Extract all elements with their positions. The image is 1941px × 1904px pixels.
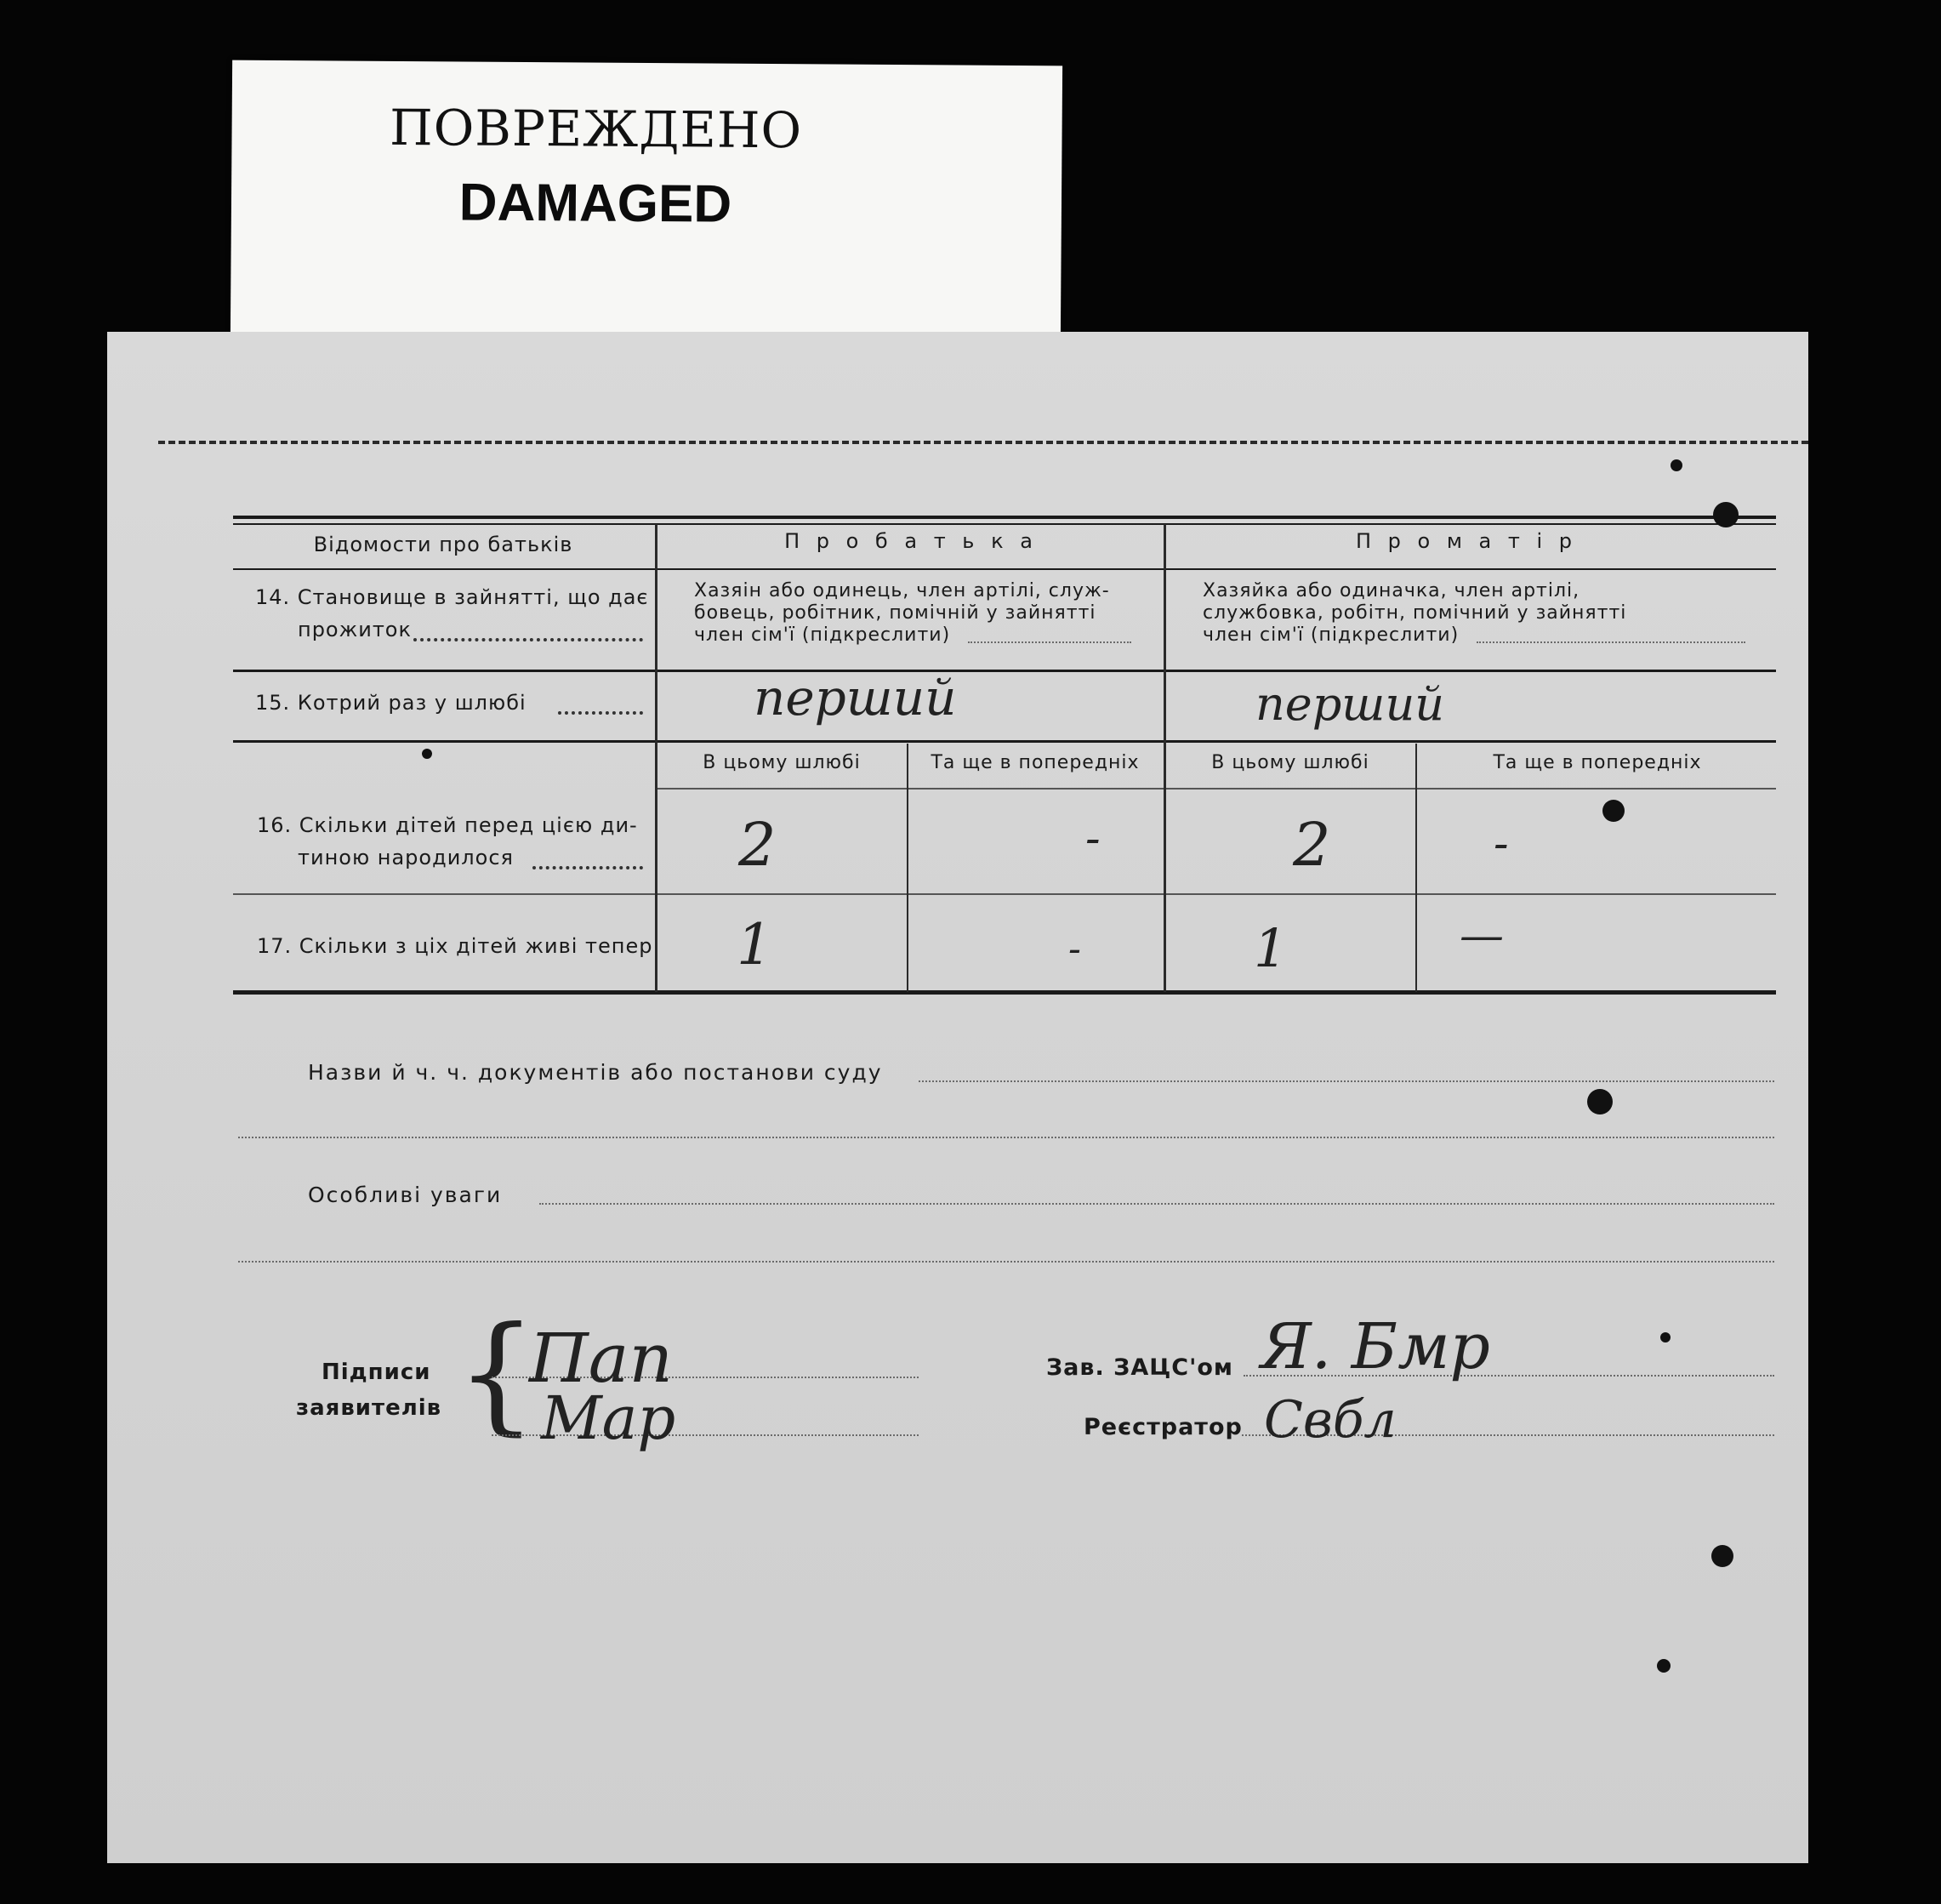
damage-hole-6 [1660, 1332, 1671, 1342]
row16-mother-this: 2 [1293, 810, 1331, 880]
table-top-rule-2 [233, 523, 1776, 525]
damage-hole-8 [422, 749, 432, 759]
row14-father-line1: Хазяін або одинець, член артілі, служ- [694, 580, 1110, 601]
document-sheet [107, 332, 1808, 1863]
row17-mother-this: 1 [1254, 917, 1288, 979]
row15-bottom-rule [233, 740, 1776, 743]
damage-hole-1 [1713, 502, 1739, 527]
damage-hole-2 [1671, 459, 1682, 471]
row16-label-line2: тиною народилося [298, 846, 514, 869]
row14-father-dots [968, 641, 1131, 643]
row14-father-line2: бовець, робітник, помічній у зайнятті [694, 602, 1096, 624]
subheader-mother-this: В цьому шлюбі [1211, 752, 1369, 773]
remarks-dotted-line-1 [539, 1203, 1774, 1205]
remarks-label: Особливі уваги [308, 1183, 503, 1207]
head-label: Зав. ЗАЦС'ом [1046, 1354, 1233, 1381]
table-top-rule [233, 516, 1776, 519]
applicants-label-line1: Підписи [322, 1360, 431, 1385]
row15-mother-value: перший [1255, 677, 1445, 731]
damage-hole-7 [1657, 1659, 1671, 1673]
documents-dotted-line-1 [919, 1080, 1774, 1082]
col-divider-1 [655, 524, 657, 992]
subheader-mother-previous: Та ще в попередніх [1493, 752, 1702, 773]
header-parents-info: Відомости про батьків [313, 533, 573, 556]
col-divider-2 [1164, 524, 1166, 992]
perforation-line [158, 441, 1808, 444]
applicants-label-line2: заявителів [296, 1395, 442, 1421]
row17-father-prev: - [1068, 927, 1081, 971]
row16-father-prev: - [1085, 813, 1101, 864]
subheader-father-previous: Та ще в попередніх [931, 752, 1140, 773]
row14-mother-line1: Хазяйка або одиначка, член артілі, [1203, 580, 1580, 601]
row14-father-line3: член сім'ї (підкреслити) [694, 624, 951, 646]
head-signature: Я. Бмр [1261, 1310, 1490, 1383]
row16-label-line1: 16. Скільки дітей перед цією ди- [257, 813, 638, 837]
row14-label-line1: 14. Становище в зайнятті, що дає [255, 585, 649, 609]
row14-mother-line3: член сім'ї (підкреслити) [1203, 624, 1460, 646]
damage-hole-4 [1587, 1089, 1613, 1114]
row16-father-this: 2 [738, 810, 777, 880]
row16-leader-dots [532, 866, 643, 869]
row15-label: 15. Котрий раз у шлюбі [255, 691, 527, 715]
row17-label: 17. Скільки з ціх дітей живі тепер [257, 934, 653, 958]
stamp-english-text: DAMAGED [458, 173, 732, 234]
subheader-father-this: В цьому шлюбі [703, 752, 861, 773]
row14-mother-dots [1477, 641, 1745, 643]
row15-leader-dots [558, 711, 643, 715]
row15-father-value: перший [754, 669, 957, 727]
applicant1-signature: Пап [529, 1319, 673, 1398]
row14-label-line2: прожиток [298, 618, 412, 641]
header-about-father: П р о б а т ь к а [784, 529, 1038, 553]
header-about-mother: П р о м а т і р [1355, 529, 1578, 553]
row14-leader-dots [413, 638, 643, 641]
registrar-label: Реєстратор [1084, 1414, 1243, 1440]
damage-hole-3 [1602, 800, 1625, 822]
col-divider-mother-sub [1415, 744, 1417, 992]
row14-mother-line2: службовка, робітн, помічний у зайнятті [1203, 602, 1627, 624]
row16-bottom-rule [233, 893, 1776, 895]
row17-father-this: 1 [737, 912, 772, 978]
applicant2-signature: Мар [541, 1383, 676, 1453]
row14-bottom-rule [233, 670, 1776, 672]
row17-mother-prev: — [1460, 910, 1504, 961]
subheader-rule [657, 788, 1776, 790]
stamp-russian-text: ПОВРЕЖДЕНО [389, 98, 803, 160]
row16-mother-prev: - [1494, 818, 1509, 869]
damage-hole-5 [1711, 1545, 1733, 1567]
registrar-signature: Свбл [1264, 1390, 1397, 1450]
documents-dotted-line-2 [238, 1137, 1774, 1138]
damaged-label-card [231, 60, 1062, 344]
documents-label: Назви й ч. ч. документів або постанови суду [308, 1060, 883, 1085]
header-bottom-rule [233, 568, 1776, 570]
table-bottom-rule [233, 990, 1776, 995]
col-divider-father-sub [907, 744, 908, 992]
remarks-dotted-line-2 [238, 1261, 1774, 1263]
applicants-brace: { [456, 1300, 538, 1448]
